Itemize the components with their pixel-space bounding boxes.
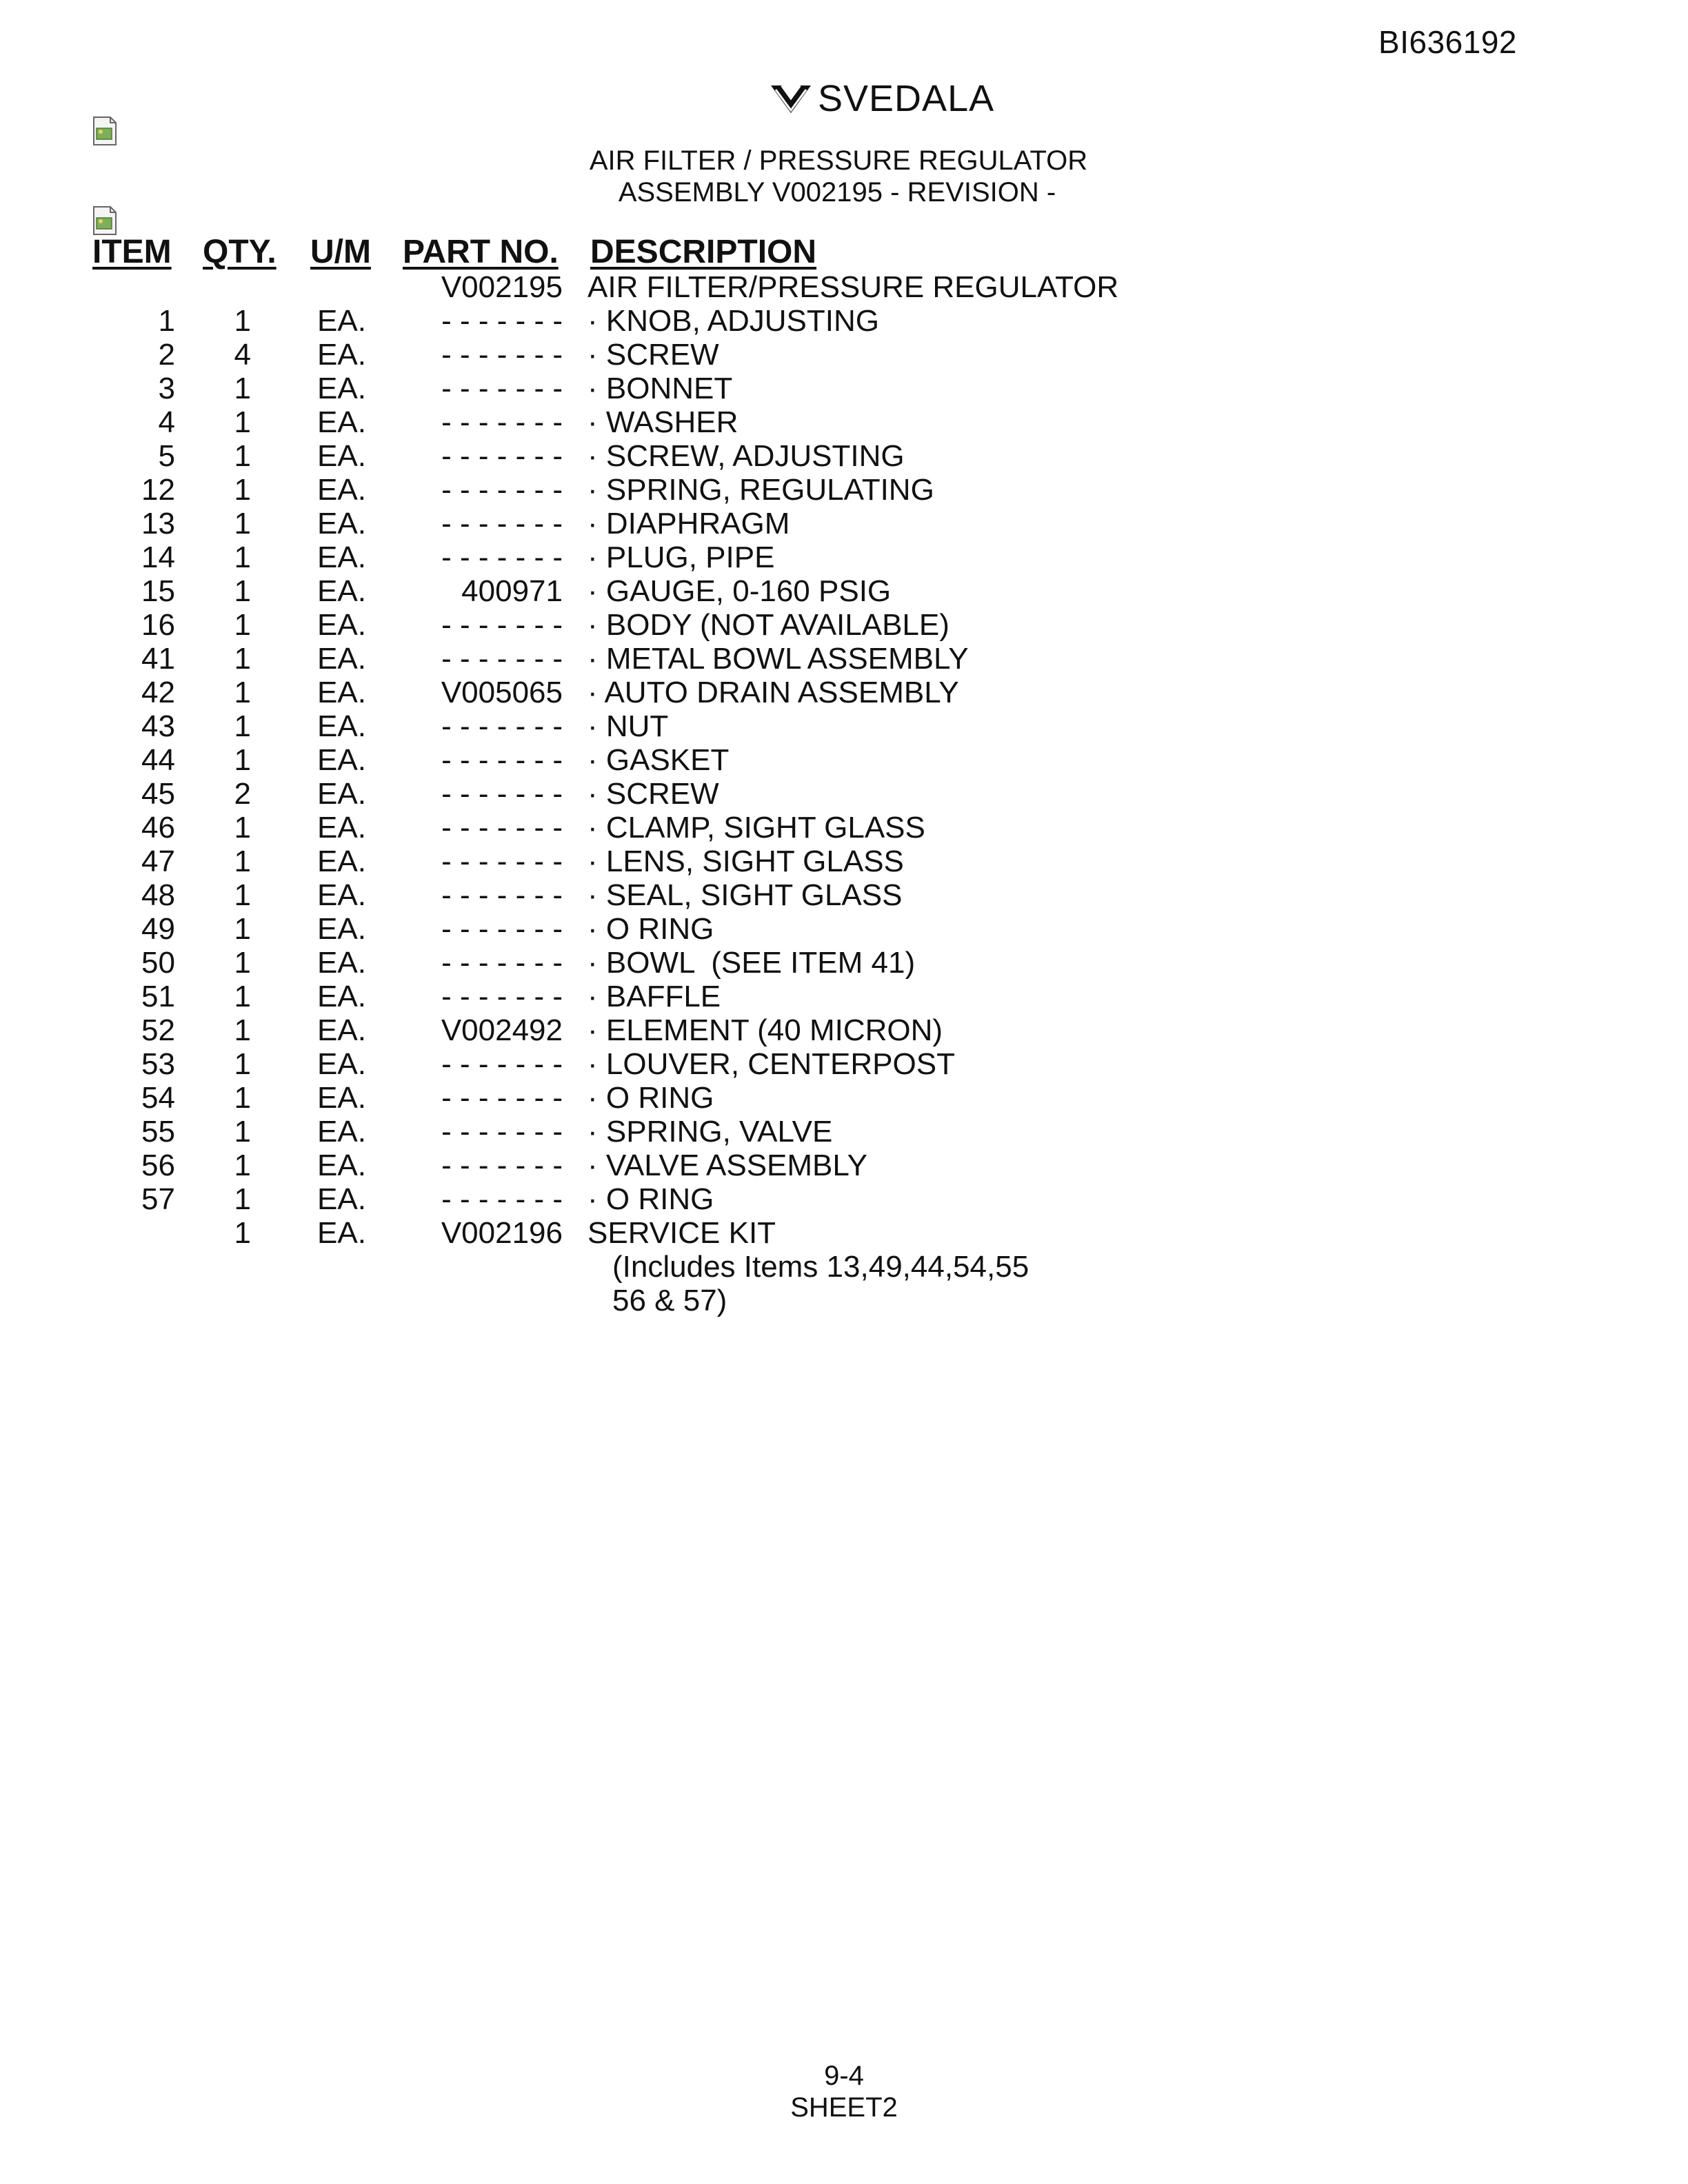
cell-item: 53 — [141, 1047, 175, 1081]
cell-um: EA. — [317, 777, 366, 811]
cell-qty: 1 — [234, 1216, 251, 1250]
cell-qty: 1 — [234, 372, 251, 405]
cell-qty: 1 — [234, 811, 251, 845]
cell-part-no: V002196 — [441, 1216, 563, 1250]
cell-part-no: - - - - - - - — [441, 338, 563, 372]
table-row — [0, 1115, 1688, 1149]
cell-qty: 1 — [234, 980, 251, 1013]
cell-item: 43 — [141, 709, 175, 743]
cell-qty: 1 — [234, 946, 251, 980]
cell-qty: 1 — [234, 878, 251, 912]
cell-item: 49 — [141, 912, 175, 946]
cell-item: 5 — [158, 439, 175, 473]
cell-item: 46 — [141, 811, 175, 845]
cell-description: · METAL BOWL ASSEMBLY — [587, 642, 969, 676]
table-row — [0, 1216, 1688, 1250]
cell-qty: 1 — [234, 642, 251, 676]
cell-qty: 1 — [234, 1149, 251, 1182]
cell-part-no: V002492 — [441, 1013, 563, 1047]
cell-um: EA. — [317, 405, 366, 439]
document-title — [0, 145, 1688, 208]
cell-description: · O RING — [587, 1081, 714, 1115]
cell-qty: 2 — [234, 777, 251, 811]
cell-description: · GASKET — [587, 743, 730, 777]
cell-description: · BAFFLE — [587, 980, 721, 1013]
cell-qty: 1 — [234, 1115, 251, 1149]
cell-qty: 1 — [234, 709, 251, 743]
cell-item: 2 — [158, 338, 175, 372]
cell-description: · SPRING, REGULATING — [587, 473, 934, 507]
cell-description: · CLAMP, SIGHT GLASS — [587, 811, 925, 845]
cell-item: 57 — [141, 1182, 175, 1216]
cell-description: · KNOB, ADJUSTING — [587, 304, 879, 338]
cell-qty: 1 — [234, 1182, 251, 1216]
cell-qty: 4 — [234, 338, 251, 372]
cell-description: · SEAL, SIGHT GLASS — [587, 878, 903, 912]
cell-part-no: - - - - - - - — [441, 777, 563, 811]
cell-um: EA. — [317, 980, 366, 1013]
cell-item: 1 — [158, 304, 175, 338]
cell-um: EA. — [317, 1047, 366, 1081]
table-row — [0, 608, 1688, 642]
document-image-icon[interactable] — [91, 116, 119, 146]
doc-id: BI636192 — [1378, 24, 1517, 60]
cell-item: 45 — [141, 777, 175, 811]
cell-part-no: - - - - - - - — [441, 912, 563, 946]
cell-part-no: - - - - - - - — [441, 1149, 563, 1182]
cell-qty: 1 — [234, 743, 251, 777]
cell-description: · SCREW — [587, 777, 719, 811]
parts-table — [0, 270, 1688, 1317]
page-number: 9-4 — [824, 2061, 864, 2091]
cell-um: EA. — [317, 304, 366, 338]
cell-um: EA. — [317, 845, 366, 878]
kit-note-line: (Includes Items 13,49,44,54,55 — [612, 1250, 1029, 1284]
table-row — [0, 1182, 1688, 1216]
cell-item: 4 — [158, 405, 175, 439]
cell-part-no: - - - - - - - — [441, 507, 563, 540]
cell-description: · DIAPHRAGM — [587, 507, 790, 540]
cell-qty: 1 — [234, 405, 251, 439]
column-header-item: ITEM — [92, 234, 172, 270]
cell-um: EA. — [317, 1081, 366, 1115]
cell-part-no: - - - - - - - — [441, 946, 563, 980]
cell-um: EA. — [317, 1216, 366, 1250]
table-row — [0, 811, 1688, 845]
cell-description: · GAUGE, 0-160 PSIG — [587, 574, 892, 608]
cell-um: EA. — [317, 372, 366, 405]
cell-description: · LOUVER, CENTERPOST — [587, 1047, 955, 1081]
cell-part-no: - - - - - - - — [441, 304, 563, 338]
table-row — [0, 845, 1688, 878]
cell-qty: 1 — [234, 676, 251, 709]
cell-part-no: V002195 — [441, 270, 563, 304]
table-row — [0, 439, 1688, 473]
title-line-2: ASSEMBLY V002195 - REVISION - — [618, 177, 1056, 208]
cell-part-no: - - - - - - - — [441, 878, 563, 912]
cell-part-no: - - - - - - - — [441, 1047, 563, 1081]
cell-um: EA. — [317, 676, 366, 709]
cell-part-no: - - - - - - - — [441, 811, 563, 845]
cell-item: 55 — [141, 1115, 175, 1149]
table-row — [0, 540, 1688, 574]
cell-um: EA. — [317, 507, 366, 540]
cell-part-no: 400971 — [461, 574, 563, 608]
cell-part-no: - - - - - - - — [441, 405, 563, 439]
cell-description: · WASHER — [587, 405, 738, 439]
cell-description: · AUTO DRAIN ASSEMBLY — [587, 676, 959, 709]
cell-description: AIR FILTER/PRESSURE REGULATOR — [587, 270, 1119, 304]
cell-qty: 1 — [234, 540, 251, 574]
cell-part-no: - - - - - - - — [441, 1115, 563, 1149]
cell-um: EA. — [317, 811, 366, 845]
cell-um: EA. — [317, 608, 366, 642]
cell-item: 56 — [141, 1149, 175, 1182]
cell-part-no: - - - - - - - — [441, 1182, 563, 1216]
cell-part-no: - - - - - - - — [441, 845, 563, 878]
table-row — [0, 1047, 1688, 1081]
cell-description: · SPRING, VALVE — [587, 1115, 833, 1149]
cell-part-no: - - - - - - - — [441, 439, 563, 473]
cell-um: EA. — [317, 946, 366, 980]
cell-description: · LENS, SIGHT GLASS — [587, 845, 904, 878]
table-row — [0, 878, 1688, 912]
cell-item: 16 — [141, 608, 175, 642]
column-header-um: U/M — [310, 234, 371, 270]
table-row — [0, 1013, 1688, 1047]
svedala-logo — [767, 77, 994, 120]
cell-description: · BONNET — [587, 372, 733, 405]
cell-um: EA. — [317, 574, 366, 608]
cell-um: EA. — [317, 1115, 366, 1149]
document-image-icon[interactable] — [91, 205, 119, 236]
cell-description: · VALVE ASSEMBLY — [587, 1149, 867, 1182]
table-row — [0, 980, 1688, 1013]
sheet-label: SHEET2 — [790, 2092, 898, 2123]
cell-item: 44 — [141, 743, 175, 777]
cell-description: · BODY (NOT AVAILABLE) — [587, 608, 950, 642]
column-header-description: DESCRIPTION — [590, 234, 817, 270]
page-footer — [0, 2060, 1688, 2123]
cell-description: · NUT — [587, 709, 669, 743]
cell-part-no: - - - - - - - — [441, 743, 563, 777]
column-header-qty: QTY. — [203, 234, 277, 270]
cell-um: EA. — [317, 912, 366, 946]
table-row — [0, 507, 1688, 540]
cell-um: EA. — [317, 709, 366, 743]
cell-qty: 1 — [234, 507, 251, 540]
cell-description: · SCREW — [587, 338, 719, 372]
table-row — [0, 1149, 1688, 1182]
table-row — [0, 473, 1688, 507]
cell-item: 3 — [158, 372, 175, 405]
cell-part-no: - - - - - - - — [441, 1081, 563, 1115]
cell-part-no: - - - - - - - — [441, 642, 563, 676]
kit-note-line: 56 & 57) — [612, 1284, 727, 1317]
table-row — [0, 642, 1688, 676]
cell-qty: 1 — [234, 845, 251, 878]
table-row — [0, 1081, 1688, 1115]
cell-item: 15 — [141, 574, 175, 608]
table-row — [0, 372, 1688, 405]
cell-qty: 1 — [234, 1013, 251, 1047]
table-row — [0, 743, 1688, 777]
cell-um: EA. — [317, 439, 366, 473]
cell-description: · O RING — [587, 1182, 714, 1216]
cell-item: 47 — [141, 845, 175, 878]
cell-qty: 1 — [234, 1047, 251, 1081]
cell-um: EA. — [317, 878, 366, 912]
cell-item: 13 — [141, 507, 175, 540]
table-row — [0, 574, 1688, 608]
cell-item: 12 — [141, 473, 175, 507]
table-row — [0, 912, 1688, 946]
cell-item: 50 — [141, 946, 175, 980]
cell-item: 41 — [141, 642, 175, 676]
cell-qty: 1 — [234, 473, 251, 507]
table-header — [0, 233, 1688, 274]
cell-item: 52 — [141, 1013, 175, 1047]
cell-item: 14 — [141, 540, 175, 574]
cell-item: 42 — [141, 676, 175, 709]
column-header-part-no: PART NO. — [403, 234, 559, 270]
cell-part-no: V005065 — [441, 676, 563, 709]
cell-part-no: - - - - - - - — [441, 608, 563, 642]
table-row — [0, 304, 1688, 338]
cell-qty: 1 — [234, 1081, 251, 1115]
cell-description: · O RING — [587, 912, 714, 946]
cell-qty: 1 — [234, 574, 251, 608]
cell-um: EA. — [317, 1182, 366, 1216]
cell-item: 54 — [141, 1081, 175, 1115]
cell-qty: 1 — [234, 608, 251, 642]
cell-um: EA. — [317, 338, 366, 372]
logo-text: SVEDALA — [818, 78, 995, 119]
cell-um: EA. — [317, 743, 366, 777]
cell-item: 48 — [141, 878, 175, 912]
cell-part-no: - - - - - - - — [441, 980, 563, 1013]
table-row — [0, 709, 1688, 743]
table-row — [0, 270, 1688, 304]
cell-um: EA. — [317, 1013, 366, 1047]
cell-description: · BOWL (SEE ITEM 41) — [587, 946, 916, 980]
cell-qty: 1 — [234, 912, 251, 946]
table-row — [0, 1250, 1688, 1284]
cell-description: SERVICE KIT — [587, 1216, 776, 1250]
table-row — [0, 777, 1688, 811]
cell-qty: 1 — [234, 304, 251, 338]
cell-description: · PLUG, PIPE — [587, 540, 775, 574]
table-row — [0, 405, 1688, 439]
title-line-1: AIR FILTER / PRESSURE REGULATOR — [589, 145, 1088, 176]
cell-item: 51 — [141, 980, 175, 1013]
cell-description: · SCREW, ADJUSTING — [587, 439, 905, 473]
cell-description: · ELEMENT (40 MICRON) — [587, 1013, 943, 1047]
table-row — [0, 1284, 1688, 1317]
table-row — [0, 946, 1688, 980]
cell-um: EA. — [317, 1149, 366, 1182]
cell-part-no: - - - - - - - — [441, 473, 563, 507]
table-row — [0, 338, 1688, 372]
cell-um: EA. — [317, 540, 366, 574]
cell-part-no: - - - - - - - — [441, 540, 563, 574]
svedala-heart-logo-icon — [767, 81, 815, 116]
cell-qty: 1 — [234, 439, 251, 473]
cell-part-no: - - - - - - - — [441, 372, 563, 405]
cell-um: EA. — [317, 473, 366, 507]
cell-part-no: - - - - - - - — [441, 709, 563, 743]
table-row — [0, 676, 1688, 709]
cell-um: EA. — [317, 642, 366, 676]
